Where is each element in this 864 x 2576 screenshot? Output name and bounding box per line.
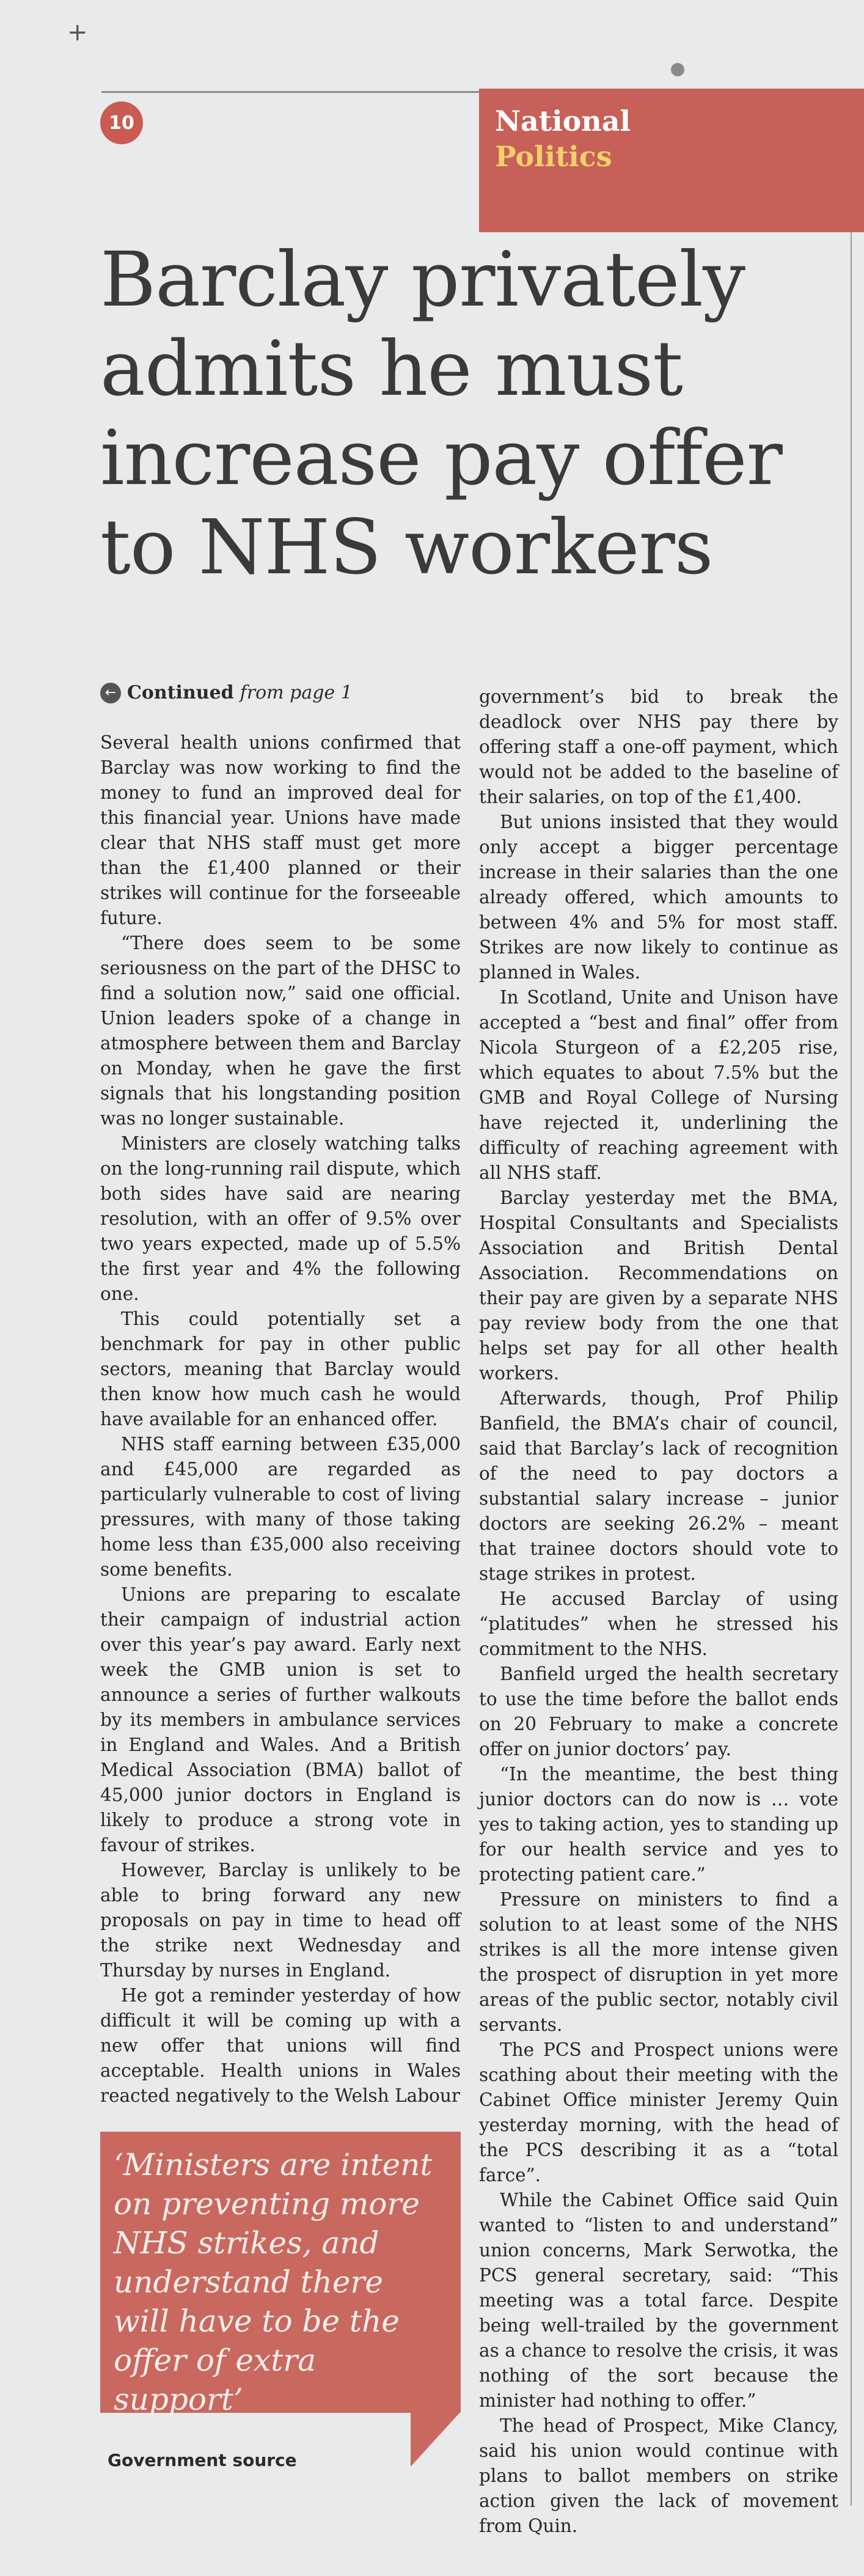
section-line-2: Politics (495, 140, 612, 173)
paragraph: This could potentially set a benchmark for pay in other public sectors, meaning that Barclay would then know how much cash he would have available for an enhanced offer. (100, 1308, 461, 1429)
continued-line (100, 682, 353, 703)
paragraph: Barclay yesterday met the BMA, Hospital Consultants and Specialists Association and British Dental Association. Recommendations on their pay are given by a separate NHS pay review body from the one that helps set pay for all other health workers. (479, 1187, 838, 1384)
headline: Barclay privately admits he must increase pay offer to NHS workers (100, 236, 782, 592)
paragraph: The head of Prospect, Mike Clancy, said his union would continue with plans to ballot members on strike action given the lack of movement from Quin. (479, 2415, 838, 2536)
pull-quote (100, 2132, 461, 2417)
article-column-1 (100, 730, 461, 2108)
page-number-badge: 10 (100, 101, 143, 144)
paragraph: Ministers are closely watching talks on the long-running rail dispute, which both sides have said are nearing resolution, with an offer of 9.5% over two years expected, made up of 5.5% the first year and 4% the following one. (100, 1133, 461, 1304)
paragraph: Banfield urged the health secretary to use the time before the ballot ends on 20 February to make a concrete offer on junior doctors’ pay. (479, 1664, 838, 1760)
paragraph: NHS staff earning between £35,000 and £45,000 are regarded as particularly vulnerable to cost of living pressures, with many of those taking home less than £35,000 also receiving some benefits. (100, 1434, 461, 1580)
paragraph: He accused Barclay of using “platitudes” when he stressed his commitment to the NHS. (479, 1588, 838, 1659)
arrow-left-icon: ← (100, 683, 121, 703)
paragraph: “In the meantime, the best thing junior doctors can do now is … vote yes to taking action, yes to standing up for our health service and yes to protecting patient care.” (479, 1764, 838, 1885)
paragraph: While the Cabinet Office said Quin wanted to “listen to and understand” union concerns, Mark Serwotka, the PCS general secretary, said: “This meeting was a total farce. Despite being well-trailed by the government as a chance to resolve the crisis, it was nothing of the sort because the minister had nothing to offer.” (479, 2190, 838, 2411)
speech-tail-icon (411, 2412, 461, 2467)
continued-label: Continued (127, 682, 234, 703)
paragraph: government’s bid to break the deadlock over NHS pay there by offering staff a one-off payment, which would not be added to the baseline of their salaries, on top of the £1,400. (479, 686, 838, 807)
paragraph: The PCS and Prospect unions were scathing about their meeting with the Cabinet Office minister Jeremy Quin yesterday morning, with the head of the PCS describing it as a “total farce”. (479, 2039, 838, 2185)
paragraph: Pressure on ministers to find a solution to at least some of the NHS strikes is all the more intense given the prospect of disruption in yet more areas of the public sector, notably civil servants. (479, 1889, 838, 2035)
continued-from: from page 1 (240, 682, 353, 703)
paragraph: Afterwards, though, Prof Philip Banfield, the BMA’s chair of council, said that Barclay’s lack of recognition of the need to pay doctors a substantial salary increase – junior doctors are seeking 26.2% – meant that trainee doctors should vote to stage strikes in protest. (479, 1388, 838, 1584)
paragraph: Unions are preparing to escalate their campaign of industrial action over this year’s pay award. Early next week the GMB union is set to announce a series of further walkouts by its members in ambulance services in England and Wales. And a British Medical Association (BMA) ballot of 45,000 junior doctors in England is likely to produce a strong vote in favour of strikes. (100, 1584, 461, 1855)
paragraph: But unions insisted that they would only accept a bigger percentage increase in their salaries than the one already offered, which amounts to between 4% and 5% for most staff. Strikes are now likely to continue as planned in Wales. (479, 812, 838, 983)
section-line-1: National (495, 105, 631, 138)
crop-mark-icon: + (67, 18, 88, 46)
pull-quote-text: ‘Ministers are intent on preventing more NHS strikes, and understand there will have to be the offer of extra support’ (114, 2147, 433, 2417)
paragraph: He got a reminder yesterday of how difficult it will be coming up with a new offer that unions will find acceptable. Health unions in Wales reacted negatively to the Welsh Labour (100, 1985, 461, 2106)
paragraph: “There does seem to be some seriousness on the part of the DHSC to find a solution now,” said one official. Union leaders spoke of a change in atmosphere between them and Barclay on Monday, when he gave the first signals that his longstanding position was no longer sustainable. (100, 933, 461, 1129)
dot-mark-icon (671, 63, 684, 76)
section-label (479, 89, 864, 232)
pull-quote-source: Government source (108, 2450, 297, 2470)
article-column-2 (479, 684, 838, 2539)
column-rule (851, 232, 852, 2506)
paragraph: Several health unions confirmed that Barclay was now working to find the money to fund an improved deal for this financial year. Unions have made clear that NHS staff must get more than the £1,400 planned or their strikes will continue for the forseeable future. (100, 732, 461, 928)
paragraph: However, Barclay is unlikely to be able to bring forward any new proposals on pay in time to head off the strike next Wednesday and Thursday by nurses in England. (100, 1860, 461, 1981)
paragraph: In Scotland, Unite and Unison have accepted a “best and final” offer from Nicola Sturgeon of a £2,205 rise, which equates to about 7.5% but the GMB and Royal College of Nursing have rejected it, underlining the difficulty of reaching agreement with all NHS staff. (479, 987, 838, 1183)
